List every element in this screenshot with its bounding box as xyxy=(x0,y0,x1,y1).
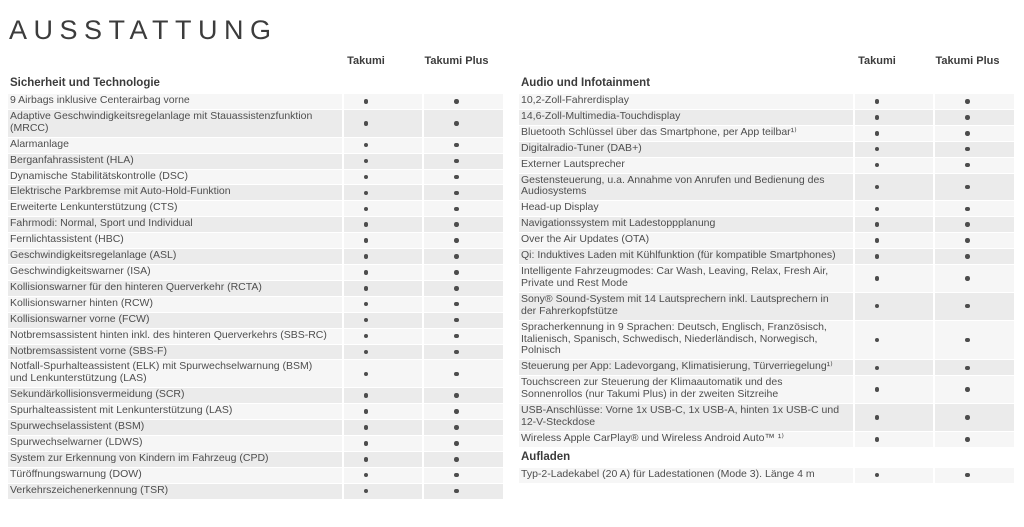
included-dot-icon xyxy=(364,318,369,323)
takumi-cell xyxy=(344,201,422,216)
table-row xyxy=(8,201,501,216)
takumi-cell xyxy=(344,138,422,153)
table-row xyxy=(8,420,501,435)
takumi-plus-cell xyxy=(935,201,1014,216)
table-row xyxy=(8,110,501,137)
takumi-cell xyxy=(344,420,422,435)
included-dot-icon xyxy=(454,159,459,164)
included-dot-icon xyxy=(965,99,970,104)
feature-label: Spurhalteassistent mit Lenkunterstützung (LAS) xyxy=(8,404,342,419)
takumi-plus-cell xyxy=(424,329,503,344)
included-dot-icon xyxy=(965,473,970,478)
included-dot-icon xyxy=(454,372,459,377)
takumi-plus-cell xyxy=(424,170,503,185)
takumi-plus-cell xyxy=(935,158,1014,173)
feature-label: 14,6-Zoll-Multimedia-Touchdisplay xyxy=(519,110,853,125)
table-row xyxy=(8,94,501,109)
table-row xyxy=(8,436,501,451)
takumi-plus-cell xyxy=(935,217,1014,232)
table-row xyxy=(8,404,501,419)
takumi-cell xyxy=(344,170,422,185)
feature-label: Sekundärkollisionsvermeidung (SCR) xyxy=(8,388,342,403)
table-row xyxy=(8,329,501,344)
feature-label: Notfall-Spurhalteassistent (ELK) mit Spurwechselwarnung (BSM) und Lenkunterstützung (LAS) xyxy=(8,360,342,387)
included-dot-icon xyxy=(965,131,970,136)
feature-label: Digitalradio-Tuner (DAB+) xyxy=(519,142,853,157)
included-dot-icon xyxy=(965,254,970,259)
feature-label: Head-up Display xyxy=(519,201,853,216)
feature-label: Intelligente Fahrzeugmodes: Car Wash, Leaving, Relax, Fresh Air, Private und Rest Mode xyxy=(519,265,853,292)
feature-label: Dynamische Stabilitätskontrolle (DSC) xyxy=(8,170,342,185)
included-dot-icon xyxy=(875,276,880,281)
takumi-cell xyxy=(855,142,933,157)
included-dot-icon xyxy=(875,254,880,259)
included-dot-icon xyxy=(965,387,970,392)
included-dot-icon xyxy=(364,254,369,259)
takumi-plus-cell xyxy=(935,360,1014,375)
column-header-row xyxy=(8,51,501,73)
takumi-plus-cell xyxy=(424,345,503,360)
takumi-cell xyxy=(855,94,933,109)
included-dot-icon xyxy=(454,318,459,323)
feature-label: 10,2-Zoll-Fahrerdisplay xyxy=(519,94,853,109)
takumi-plus-cell xyxy=(935,233,1014,248)
included-dot-icon xyxy=(875,387,880,392)
table-row xyxy=(8,233,501,248)
included-dot-icon xyxy=(875,338,880,343)
feature-label: Geschwindigkeitswarner (ISA) xyxy=(8,265,342,280)
table-row xyxy=(519,201,1012,216)
takumi-plus-cell xyxy=(935,468,1014,483)
table-row xyxy=(519,94,1012,109)
takumi-cell xyxy=(344,217,422,232)
included-dot-icon xyxy=(454,254,459,259)
table-row xyxy=(8,154,501,169)
feature-label: Berganfahrassistent (HLA) xyxy=(8,154,342,169)
table-row xyxy=(8,484,501,499)
takumi-plus-cell xyxy=(424,201,503,216)
takumi-plus-cell xyxy=(424,217,503,232)
feature-label: Elektrische Parkbremse mit Auto-Hold-Funktion xyxy=(8,185,342,200)
included-dot-icon xyxy=(364,441,369,446)
takumi-plus-cell xyxy=(935,174,1014,201)
takumi-cell xyxy=(855,233,933,248)
table-row xyxy=(519,293,1012,320)
feature-label: Touchscreen zur Steuerung der Klimaautomatik und des Sonnenrollos (nur Takumi Plus) in der zweiten Sitzreihe xyxy=(519,376,853,403)
included-dot-icon xyxy=(364,175,369,180)
table-row xyxy=(8,297,501,312)
takumi-plus-cell xyxy=(424,404,503,419)
table-row xyxy=(519,174,1012,201)
takumi-cell xyxy=(855,201,933,216)
included-dot-icon xyxy=(875,99,880,104)
table-row xyxy=(519,110,1012,125)
table-row xyxy=(519,233,1012,248)
included-dot-icon xyxy=(875,115,880,120)
feature-label: 9 Airbags inklusive Centerairbag vorne xyxy=(8,94,342,109)
table-row xyxy=(8,185,501,200)
takumi-cell xyxy=(855,321,933,360)
takumi-plus-cell xyxy=(935,404,1014,431)
included-dot-icon xyxy=(454,393,459,398)
takumi-plus-cell xyxy=(935,376,1014,403)
table-row xyxy=(519,126,1012,141)
feature-label: Adaptive Geschwindigkeitsregelanlage mit Stauassistenzfunktion (MRCC) xyxy=(8,110,342,137)
included-dot-icon xyxy=(875,415,880,420)
takumi-plus-cell xyxy=(424,265,503,280)
takumi-cell xyxy=(855,217,933,232)
included-dot-icon xyxy=(454,191,459,196)
takumi-cell xyxy=(344,297,422,312)
feature-label: Qi: Induktives Laden mit Kühlfunktion (für kompatible Smartphones) xyxy=(519,249,853,264)
included-dot-icon xyxy=(454,350,459,355)
header-spacer xyxy=(8,51,342,73)
takumi-plus-cell xyxy=(424,138,503,153)
takumi-cell xyxy=(344,345,422,360)
included-dot-icon xyxy=(364,393,369,398)
table-row xyxy=(519,321,1012,360)
feature-label: Türöffnungswarnung (DOW) xyxy=(8,468,342,483)
included-dot-icon xyxy=(454,409,459,414)
equipment-table-safety xyxy=(8,51,501,500)
takumi-cell xyxy=(855,265,933,292)
included-dot-icon xyxy=(965,115,970,120)
table-row xyxy=(8,281,501,296)
takumi-plus-cell xyxy=(424,94,503,109)
feature-label: Erweiterte Lenkunterstützung (CTS) xyxy=(8,201,342,216)
table-row xyxy=(519,249,1012,264)
included-dot-icon xyxy=(364,270,369,275)
takumi-plus-cell xyxy=(935,249,1014,264)
takumi-plus-cell xyxy=(424,484,503,499)
takumi-plus-cell xyxy=(424,185,503,200)
takumi-plus-cell xyxy=(935,142,1014,157)
takumi-cell xyxy=(344,468,422,483)
included-dot-icon xyxy=(454,473,459,478)
included-dot-icon xyxy=(454,270,459,275)
included-dot-icon xyxy=(364,159,369,164)
feature-label: Geschwindigkeitsregelanlage (ASL) xyxy=(8,249,342,264)
included-dot-icon xyxy=(875,147,880,152)
included-dot-icon xyxy=(454,286,459,291)
included-dot-icon xyxy=(454,143,459,148)
section-heading: Sicherheit und Technologie xyxy=(10,77,160,89)
column-header-takumi: Takumi xyxy=(347,55,385,67)
table-row xyxy=(519,468,1012,483)
table-body-audio-charging xyxy=(519,74,1012,483)
column-header-takumi: Takumi xyxy=(858,55,896,67)
takumi-plus-cell xyxy=(424,249,503,264)
equipment-table-audio-charging xyxy=(519,51,1012,484)
included-dot-icon xyxy=(364,350,369,355)
takumi-plus-cell xyxy=(935,432,1014,447)
included-dot-icon xyxy=(875,366,880,371)
included-dot-icon xyxy=(875,238,880,243)
included-dot-icon xyxy=(965,207,970,212)
included-dot-icon xyxy=(454,175,459,180)
section-heading: Aufladen xyxy=(521,450,571,463)
included-dot-icon xyxy=(875,473,880,478)
takumi-plus-cell xyxy=(424,360,503,387)
included-dot-icon xyxy=(875,163,880,168)
table-body-safety xyxy=(8,74,501,499)
included-dot-icon xyxy=(454,121,459,126)
takumi-cell xyxy=(344,233,422,248)
table-row xyxy=(8,360,501,387)
takumi-cell xyxy=(344,436,422,451)
included-dot-icon xyxy=(965,185,970,190)
included-dot-icon xyxy=(875,207,880,212)
included-dot-icon xyxy=(965,415,970,420)
column-header-row xyxy=(519,51,1012,73)
included-dot-icon xyxy=(965,238,970,243)
header-spacer xyxy=(519,51,853,73)
takumi-cell xyxy=(855,158,933,173)
takumi-cell xyxy=(344,360,422,387)
takumi-cell xyxy=(344,313,422,328)
feature-label: Sony® Sound-System mit 14 Lautsprechern inkl. Lautsprechern in der Fahrerkopfstütze xyxy=(519,293,853,320)
included-dot-icon xyxy=(364,473,369,478)
table-row xyxy=(8,265,501,280)
included-dot-icon xyxy=(364,99,369,104)
included-dot-icon xyxy=(454,489,459,494)
feature-label: System zur Erkennung von Kindern im Fahrzeug (CPD) xyxy=(8,452,342,467)
table-row xyxy=(519,376,1012,403)
feature-label: Externer Lautsprecher xyxy=(519,158,853,173)
included-dot-icon xyxy=(364,489,369,494)
table-row xyxy=(519,158,1012,173)
included-dot-icon xyxy=(454,238,459,243)
takumi-plus-cell xyxy=(935,110,1014,125)
feature-label: Notbremsassistent hinten inkl. des hinteren Querverkehrs (SBS-RC) xyxy=(8,329,342,344)
feature-label: Wireless Apple CarPlay® und Wireless Android Auto™ ¹⁾ xyxy=(519,432,853,447)
feature-label: Fernlichtassistent (HBC) xyxy=(8,233,342,248)
table-row xyxy=(8,249,501,264)
included-dot-icon xyxy=(364,238,369,243)
feature-label: Over the Air Updates (OTA) xyxy=(519,233,853,248)
feature-label: Navigationssystem mit Ladestoppplanung xyxy=(519,217,853,232)
included-dot-icon xyxy=(875,131,880,136)
takumi-plus-cell xyxy=(424,154,503,169)
table-row xyxy=(519,142,1012,157)
column-header-takumi-plus: Takumi Plus xyxy=(935,55,1000,67)
table-row xyxy=(8,313,501,328)
included-dot-icon xyxy=(364,457,369,462)
included-dot-icon xyxy=(454,302,459,307)
takumi-plus-cell xyxy=(424,468,503,483)
included-dot-icon xyxy=(875,304,880,309)
takumi-cell xyxy=(855,376,933,403)
table-row xyxy=(8,468,501,483)
included-dot-icon xyxy=(364,207,369,212)
takumi-cell xyxy=(855,360,933,375)
included-dot-icon xyxy=(454,457,459,462)
included-dot-icon xyxy=(364,222,369,227)
feature-label: USB-Anschlüsse: Vorne 1x USB-C, 1x USB-A, hinten 1x USB-C und 12-V-Steckdose xyxy=(519,404,853,431)
takumi-cell xyxy=(344,484,422,499)
feature-label: Typ-2-Ladekabel (20 A) für Ladestationen (Mode 3). Länge 4 m xyxy=(519,468,853,483)
table-row xyxy=(519,217,1012,232)
included-dot-icon xyxy=(965,304,970,309)
included-dot-icon xyxy=(454,99,459,104)
included-dot-icon xyxy=(364,191,369,196)
table-row xyxy=(8,138,501,153)
feature-label: Notbremsassistent vorne (SBS-F) xyxy=(8,345,342,360)
included-dot-icon xyxy=(875,222,880,227)
takumi-cell xyxy=(344,94,422,109)
takumi-cell xyxy=(344,388,422,403)
table-row xyxy=(8,452,501,467)
table-row xyxy=(519,404,1012,431)
feature-label: Verkehrszeichenerkennung (TSR) xyxy=(8,484,342,499)
included-dot-icon xyxy=(965,437,970,442)
takumi-plus-cell xyxy=(424,388,503,403)
table-row xyxy=(8,345,501,360)
feature-label: Gestensteuerung, u.a. Annahme von Anrufen und Bedienung des Audiosystems xyxy=(519,174,853,201)
takumi-cell xyxy=(855,468,933,483)
takumi-plus-cell xyxy=(424,436,503,451)
takumi-plus-cell xyxy=(424,110,503,137)
included-dot-icon xyxy=(454,334,459,339)
included-dot-icon xyxy=(875,437,880,442)
feature-label: Spracherkennung in 9 Sprachen: Deutsch, Englisch, Französisch, Italienisch, Spanisch, Schwedisch, Niederländisch, Norwegisch, Polnisch xyxy=(519,321,853,360)
takumi-plus-cell xyxy=(424,313,503,328)
included-dot-icon xyxy=(965,147,970,152)
included-dot-icon xyxy=(965,222,970,227)
included-dot-icon xyxy=(364,143,369,148)
takumi-cell xyxy=(855,110,933,125)
column-header-takumi-plus: Takumi Plus xyxy=(424,55,489,67)
included-dot-icon xyxy=(965,276,970,281)
table-row xyxy=(519,432,1012,447)
section-heading: Audio und Infotainment xyxy=(521,77,651,89)
feature-label: Kollisionswarner für den hinteren Querverkehr (RCTA) xyxy=(8,281,342,296)
takumi-plus-cell xyxy=(935,293,1014,320)
takumi-plus-cell xyxy=(935,126,1014,141)
takumi-plus-cell xyxy=(935,94,1014,109)
feature-label: Kollisionswarner hinten (RCW) xyxy=(8,297,342,312)
takumi-plus-cell xyxy=(424,420,503,435)
takumi-cell xyxy=(855,404,933,431)
included-dot-icon xyxy=(364,286,369,291)
included-dot-icon xyxy=(364,372,369,377)
included-dot-icon xyxy=(965,366,970,371)
takumi-cell xyxy=(344,185,422,200)
takumi-plus-cell xyxy=(424,297,503,312)
takumi-plus-cell xyxy=(424,452,503,467)
feature-label: Kollisionswarner vorne (FCW) xyxy=(8,313,342,328)
takumi-cell xyxy=(855,293,933,320)
takumi-cell xyxy=(344,452,422,467)
takumi-plus-cell xyxy=(935,321,1014,360)
feature-label: Spurwechselwarner (LDWS) xyxy=(8,436,342,451)
included-dot-icon xyxy=(364,302,369,307)
table-row xyxy=(8,217,501,232)
takumi-cell xyxy=(344,329,422,344)
takumi-cell xyxy=(344,265,422,280)
table-row xyxy=(519,360,1012,375)
takumi-cell xyxy=(344,154,422,169)
feature-label: Spurwechselassistent (BSM) xyxy=(8,420,342,435)
takumi-cell xyxy=(344,281,422,296)
takumi-cell xyxy=(344,404,422,419)
page-title: AUSSTATTUNG xyxy=(9,15,278,45)
takumi-cell xyxy=(855,432,933,447)
included-dot-icon xyxy=(364,425,369,430)
included-dot-icon xyxy=(364,121,369,126)
included-dot-icon xyxy=(965,163,970,168)
table-row xyxy=(8,170,501,185)
takumi-cell xyxy=(855,174,933,201)
takumi-plus-cell xyxy=(424,233,503,248)
feature-label: Alarmanlage xyxy=(8,138,342,153)
takumi-cell xyxy=(855,126,933,141)
takumi-cell xyxy=(344,110,422,137)
equipment-tables xyxy=(8,51,1012,500)
feature-label: Steuerung per App: Ladevorgang, Klimatisierung, Türverriegelung¹⁾ xyxy=(519,360,853,375)
included-dot-icon xyxy=(965,338,970,343)
takumi-plus-cell xyxy=(424,281,503,296)
feature-label: Bluetooth Schlüssel über das Smartphone, per App teilbar¹⁾ xyxy=(519,126,853,141)
included-dot-icon xyxy=(454,441,459,446)
feature-label: Fahrmodi: Normal, Sport und Individual xyxy=(8,217,342,232)
takumi-cell xyxy=(344,249,422,264)
included-dot-icon xyxy=(454,222,459,227)
included-dot-icon xyxy=(364,334,369,339)
included-dot-icon xyxy=(454,207,459,212)
takumi-cell xyxy=(855,249,933,264)
included-dot-icon xyxy=(875,185,880,190)
included-dot-icon xyxy=(454,425,459,430)
included-dot-icon xyxy=(364,409,369,414)
takumi-plus-cell xyxy=(935,265,1014,292)
table-row xyxy=(8,388,501,403)
table-row xyxy=(519,265,1012,292)
